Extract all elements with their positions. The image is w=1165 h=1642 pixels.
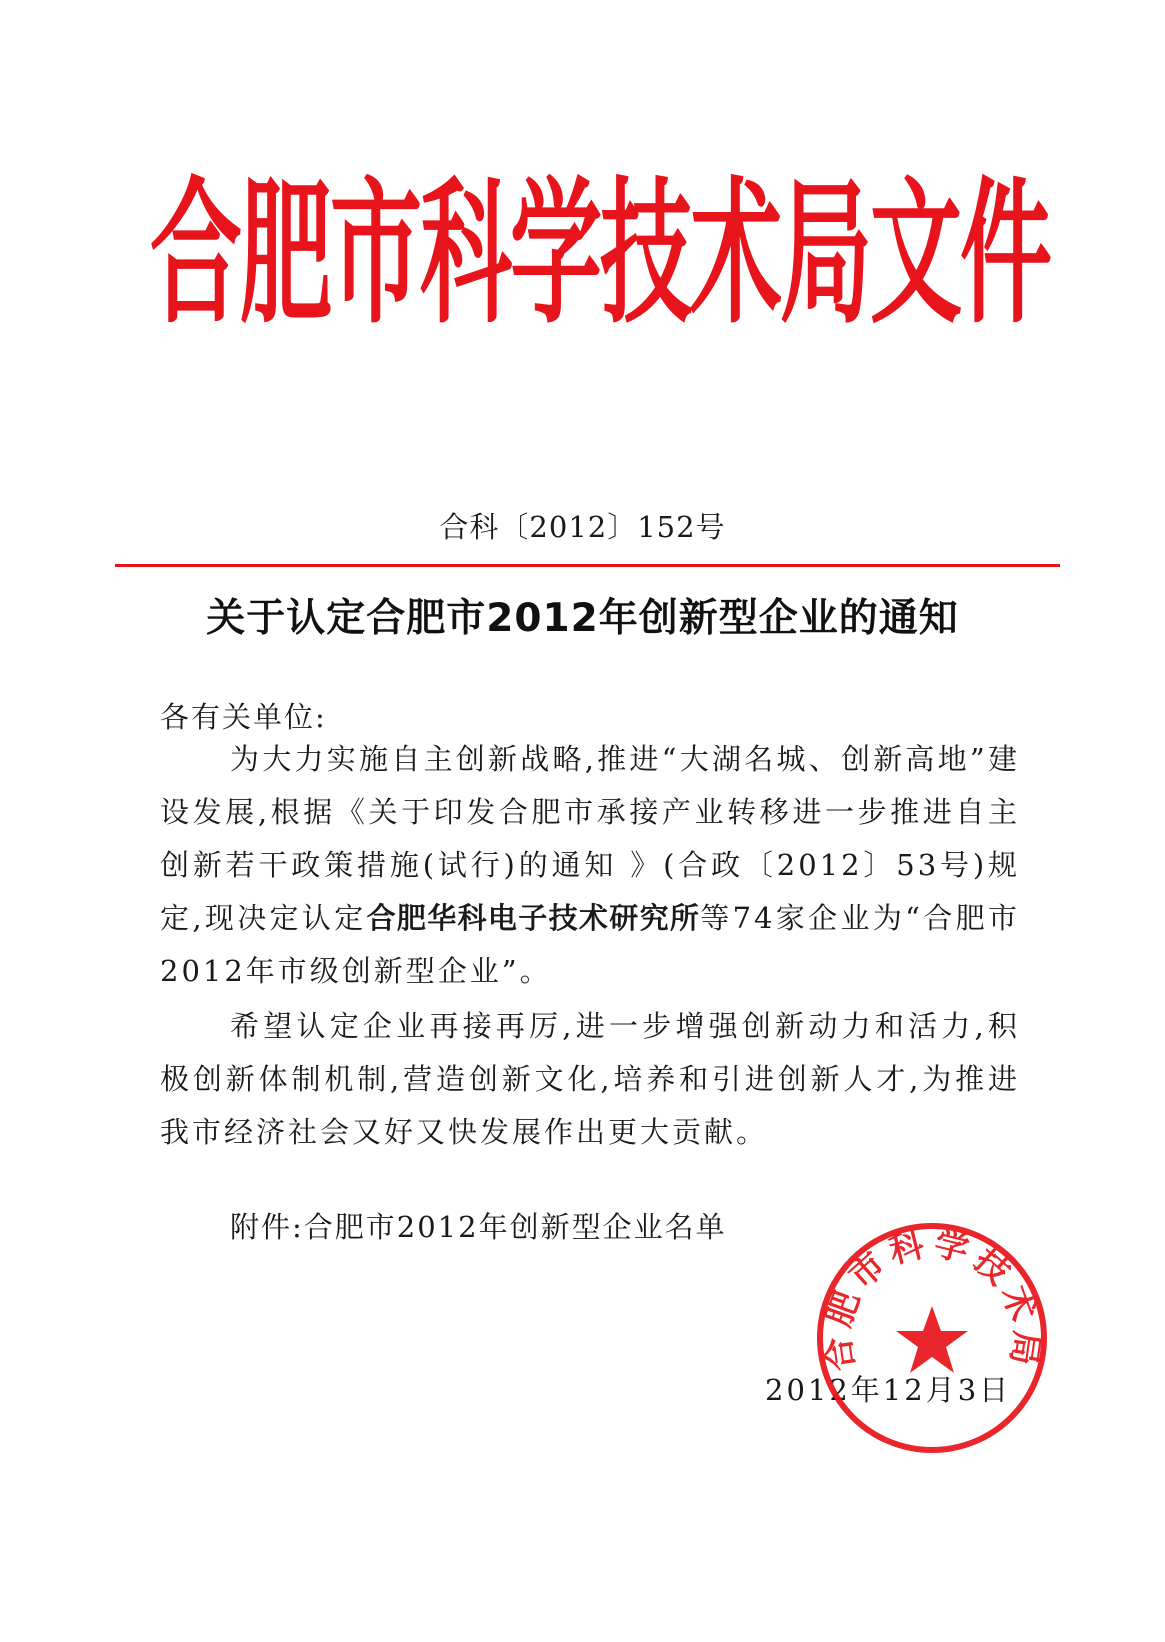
body-paragraph-2: 希望认定企业再接再厉,进一步增强创新动力和活力,积极创新体制机制,营造创新文化,培养和引进创新人才,为推进我市经济社会又好又快发展作出更大贡献。 xyxy=(160,1009,1020,1149)
paragraph-1-text-start: 为大力实施自主创新战略,推进“大湖名城、创新高地”建设发展,根据《关于印发合肥市承接产业转移进一步推进自主创新若干政策措施(试行)的通知 》(合政〔2012〕53号)规定,现决定认定 xyxy=(160,742,1020,935)
seal-text: 合肥市科学技术局 xyxy=(817,1223,1047,1374)
notice-title: 关于认定合肥市2012年创新型企业的通知 xyxy=(206,596,959,641)
document-number: 合科〔2012〕152号 xyxy=(439,510,726,544)
paragraph-1-text-end: 等74家企业为“合肥市2012年市级创新型企业”。 xyxy=(160,901,1020,988)
salutation: 各有关单位: xyxy=(160,700,327,734)
official-seal-icon xyxy=(812,1218,1052,1458)
highlighted-organization: 合肥华科电子技术研究所 xyxy=(366,901,701,935)
issue-date: 2012年12月3日 xyxy=(765,1373,1012,1407)
body-paragraph-1 xyxy=(160,733,1020,998)
attachment-line: 附件:合肥市2012年创新型企业名单 xyxy=(230,1210,727,1244)
red-divider-line xyxy=(115,564,1060,567)
masthead-title: 合肥市科学技术局文件 xyxy=(150,163,1051,346)
